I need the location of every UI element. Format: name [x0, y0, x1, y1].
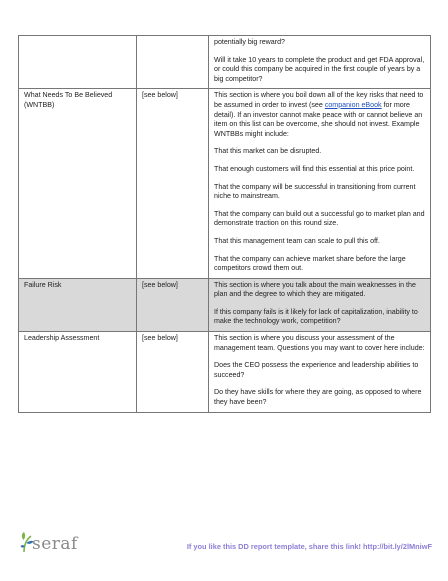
table-row: [19, 89, 431, 278]
description-paragraph: That the company can achieve market share before the large competitors crowd them out.: [214, 254, 406, 273]
description-paragraph: That this market can be disrupted.: [214, 147, 322, 156]
row-description: [209, 332, 431, 413]
description-paragraph: This section is where you discuss your assessment of the management team. Questions you may want to cover here include:: [214, 334, 425, 352]
description-paragraph: That the company can build out a successful go to market plan and demonstrate traction on this round size.: [214, 209, 425, 228]
table-row: [19, 332, 431, 413]
description-paragraph: That this management team can scale to pull this off.: [214, 236, 380, 245]
row-label: What Needs To Be Believed (WNTBB): [19, 89, 137, 278]
share-link-text[interactable]: If you like this DD report template, share this link! http://bit.ly/2lMniwF: [186, 542, 432, 551]
seraf-logo: [20, 531, 78, 553]
row-reference: [see below]: [137, 278, 209, 331]
row-reference: [137, 36, 209, 89]
table-body: [19, 36, 431, 413]
row-reference: [see below]: [137, 332, 209, 413]
description-paragraph: Does the CEO possess the experience and leadership abilities to succeed?: [214, 361, 419, 379]
row-description: [209, 36, 431, 89]
description-paragraph: This section is where you talk about the main weaknesses in the plan and the degree to which they are mitigated.: [214, 280, 416, 299]
description-paragraph: potentially big reward?: [214, 38, 285, 46]
description-paragraph: Will it take 10 years to complete the product and get FDA approval, or could this company be acquired in the first couple of years by a big competitor?: [214, 55, 425, 83]
row-reference: [see below]: [137, 89, 209, 278]
row-description: [209, 89, 431, 278]
description-paragraph: [214, 91, 425, 139]
companion-ebook-link[interactable]: companion eBook: [324, 100, 382, 109]
dd-report-table: [18, 35, 431, 413]
row-label: Failure Risk: [19, 278, 137, 331]
table-row: [19, 36, 431, 89]
logo-text: seraf: [32, 534, 78, 554]
row-description: [209, 278, 431, 331]
description-paragraph: Do they have skills for where they are going, as opposed to where they have been?: [214, 388, 422, 407]
description-paragraph: That enough customers will find this essential at this price point.: [214, 164, 415, 173]
paragraph-text: for more detail). If an investor cannot make peace with or cannot believe an item on this list can be overcome, she should not invest. Example WNTBBs might include:: [214, 100, 423, 138]
row-label: Leadership Assessment: [19, 332, 137, 413]
description-paragraph: If this company fails is it likely for lack of capitalization, inability to make the technology work, competition?: [214, 307, 418, 326]
paragraph-text: This section is where you boil down all of the key risks that need to be assumed in order to invest (see: [214, 91, 424, 109]
table-row: [19, 278, 431, 331]
page-footer: [0, 528, 448, 558]
row-label: [19, 36, 137, 89]
description-paragraph: That the company will be successful in transitioning from current niche to mainstream.: [214, 182, 416, 201]
